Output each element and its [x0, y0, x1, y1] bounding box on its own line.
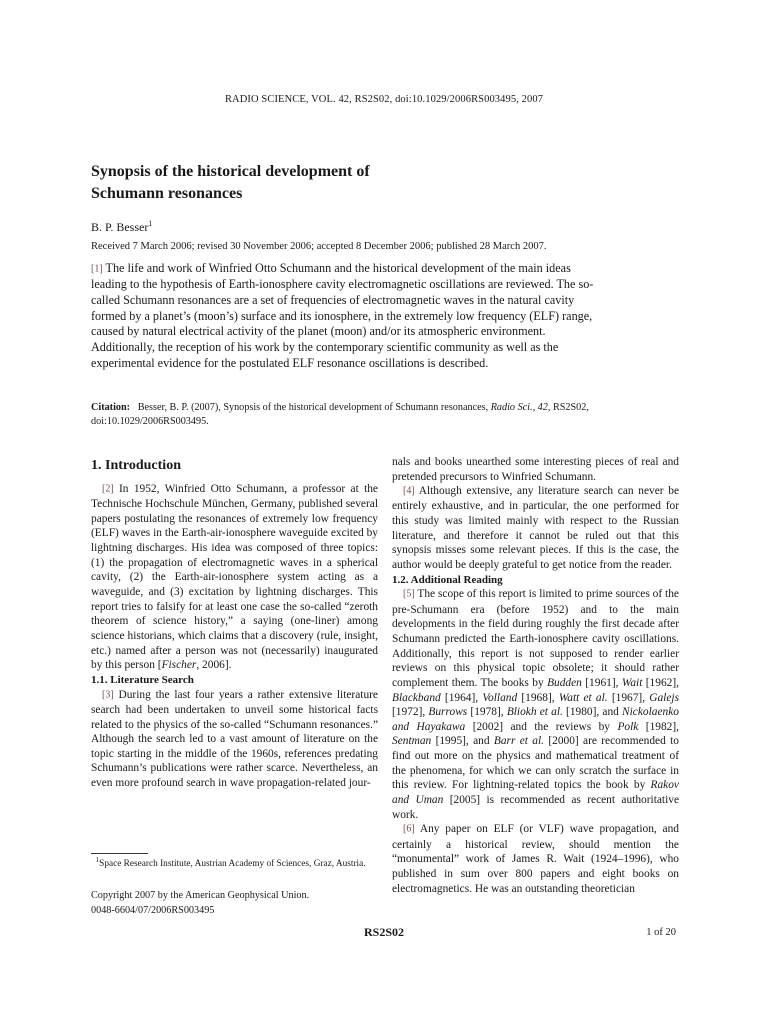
paragraph-4: [4] Although extensive, any literature search can never be entirely exhaustive, and in particular, the one performed for this study was limited mainly with respect to the Russian literature, and therefore it cannot be ruled out that this synopsis misses some relevant pieces. If this is the case, the author would be deeply grateful to get notice from the reader.	[392, 485, 680, 572]
paragraph-number: [1]	[91, 263, 103, 275]
article-title	[91, 161, 511, 205]
abstract-text: The life and work of Winfried Otto Schumann and the historical development of the main ideas leading to the hypothesis of Earth-ionosphere cavity electromagnetic oscillations are reviewed. The so-called Schumann resonances are a set of frequencies of electromagnetic waves in the natural cavity formed by a planet’s (moon’s) surface and its ionosphere, in the extremely low frequency (ELF) range, caused by natural electrical activity of the planet (moon) and/or its atmospheric environment. Additionally, the reception of his work by the contemporary scientific community as well as the experimental evidence for the postulated ELF resonance oscillations is described.	[91, 261, 594, 370]
paragraph-number: [2]	[102, 483, 114, 495]
title-line-2: Schumann resonances	[91, 185, 243, 202]
citation-label: Citation:	[91, 402, 131, 413]
copyright-line: Copyright 2007 by the American Geophysical Union.	[91, 890, 310, 901]
reference-link[interactable]: Rakov and Uman	[392, 779, 679, 807]
paragraph-number: [4]	[403, 485, 415, 497]
citation-journal: Radio Sci.	[490, 402, 533, 413]
author-affiliation-mark: 1	[148, 219, 153, 228]
publication-dates: Received 7 March 2006; revised 30 November 2006; accepted 8 December 2006; published 28 March 2007.	[91, 241, 547, 252]
paragraph-2: [2] In 1952, Winfried Otto Schumann, a professor at the Technische Hochschule München, Germany, published several papers postulating the resonances of extremely low frequency (ELF) waves in the Earth-air-ionosphere waveguide excited by lightning discharges. His idea was composed of three topics: (1) the propagation of electromagnetic waves in a spherical cavity, (2) the Earth-air-ionosphere system acting as a waveguide, and (3) excitation by lightning discharges. This report tries to falsify for at least one case the so-called “zeroth theorem of science history,” a saying (one-liner) among science historians, which claims that a discovery (rule, insight, etc.) named after a person was not (necessarily) inaugurated by this person [Fischer, 2006].	[91, 483, 378, 672]
reference-link[interactable]: Barr et al.	[493, 735, 544, 748]
reference-link[interactable]: Galejs	[649, 691, 680, 704]
reference-link[interactable]: Nickolaenko and Hayakawa	[392, 706, 679, 733]
reference-link[interactable]: Polk	[617, 720, 639, 733]
page-number: 1 of 20	[646, 927, 676, 938]
right-column	[392, 455, 679, 896]
citation-text: Besser, B. P. (2007), Synopsis of the historical development of Schumann resonances,	[137, 402, 489, 413]
paragraph-number: [3]	[102, 689, 114, 701]
issn-line: 0048-6604/07/2006RS003495	[91, 904, 215, 916]
author-line	[91, 219, 152, 235]
author-name: B. P. Besser	[91, 220, 149, 234]
section-heading-introduction: 1. Introduction	[91, 458, 181, 473]
reference-link[interactable]: Burrows	[428, 706, 468, 719]
footnote-mark: 1	[95, 856, 100, 864]
reference-link[interactable]: Wait	[621, 676, 643, 689]
reference-link[interactable]: Budden	[547, 676, 582, 689]
citation-block: Citation: Besser, B. P. (2007), Synopsis of the historical development of Schumann resonances, Radio Sci., 42, RS2S02, doi:10.1029/2006RS003495.	[91, 402, 589, 427]
paragraph-number: [6]	[403, 823, 415, 835]
footnote	[91, 854, 378, 871]
paragraph-6: [6] Any paper on ELF (or VLF) wave propagation, and certainly a historical review, should mention the “monumental” work of James R. Wait (1924–1996), who published in sum over 800 papers and eight books on electromagnetics. He was an outstanding theoretician	[392, 823, 679, 895]
left-column	[91, 482, 378, 791]
paragraph-5: [5] The scope of this report is limited to prime sources of the pre-Schumann era (before 1952) and to the main developments in the field during roughly the first decade after Schumann predicted the Earth-ionosphere cavity oscillations. Additionally, this report is not supposed to render earlier reviews on this physical topic obsolete; it should rather complement them. The books by Budden [1961], Wait [1962], Blackband [1964], Volland [1968], Watt et al. [1967], Galejs [1972], Burrows [1978], Bliokh et al. [1980], and Nickolaenko and Hayakawa [2002] and the reviews by Polk [1982], Sentman [1995], and Barr et al. [2000] are recommended to find out more on the physics and mathematical treatment of the phenomena, for which we can only scratch the surface in this review. For lightning-related topics the book by Rakov and Uman [2005] is recommended as recent authoritative work.	[392, 588, 680, 821]
reference-link[interactable]: Watt et al.	[558, 691, 608, 704]
paragraph-number: [5]	[403, 588, 415, 600]
reference-link[interactable]: Blackband	[392, 691, 441, 704]
citation-doi: , RS2S02, doi:10.1029/2006RS003495.	[91, 402, 589, 427]
reference-link[interactable]: Volland	[482, 691, 518, 704]
reference-link[interactable]: Fischer	[161, 659, 197, 672]
subsection-heading-literature-search: 1.1. Literature Search	[91, 674, 194, 687]
title-line-1: Synopsis of the historical development of	[91, 163, 370, 180]
subsection-heading-additional-reading: 1.2. Additional Reading	[392, 573, 503, 586]
paragraph-3-continued: nals and books unearthed some interesting pieces of real and pretended precursors to Winfried Schumann.	[392, 456, 679, 483]
running-head: RADIO SCIENCE, VOL. 42, RS2S02, doi:10.1029/2006RS003495, 2007	[224, 94, 544, 105]
citation-volume: 42	[537, 402, 548, 413]
footnote-text: Space Research Institute, Austrian Academy of Sciences, Graz, Austria.	[99, 859, 366, 870]
footer-article-code: RS2S02	[363, 925, 404, 939]
reference-link[interactable]: Bliokh et al.	[506, 706, 563, 719]
copyright-block	[91, 889, 378, 918]
paragraph-3: [3] During the last four years a rather extensive literature search had been undertaken to unveil some historical facts related to the physics of the so-called “Schumann resonances.” Although the search led to a vast amount of literature on the topic starting in the middle of the 1960s, references predating Schumann’s publications were rather scarce. Nevertheless, an even more profound search in wave propagation-related jour-	[91, 688, 378, 790]
reference-link[interactable]: Sentman	[392, 735, 432, 748]
abstract	[91, 261, 601, 371]
